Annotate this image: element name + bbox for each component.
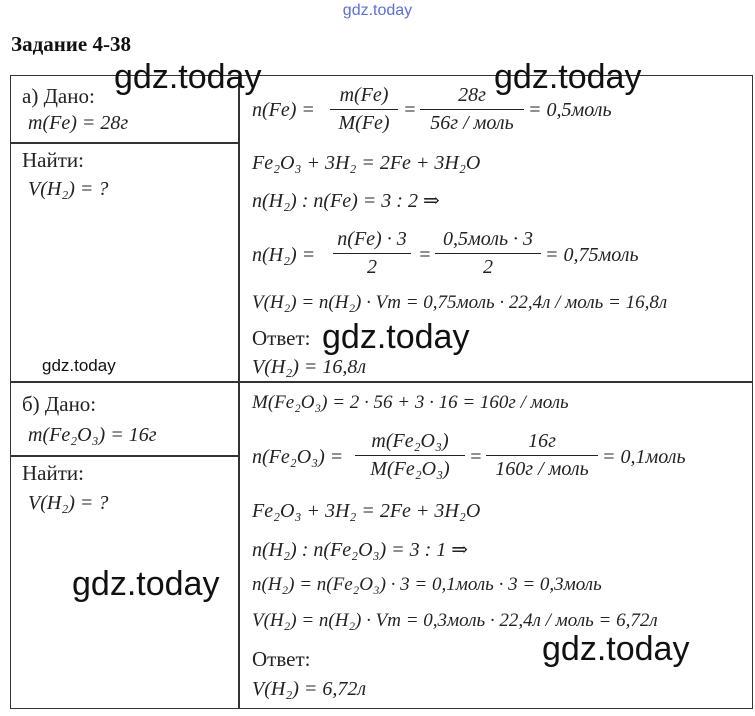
sol-a-ratio: n(H₂) : n(Fe) = 3 : 2 ⇒: [252, 190, 440, 212]
sol-b-line2-result: = 0,1моль: [602, 446, 686, 468]
given-find-divider-a: [11, 142, 238, 144]
find-value-a: V(H₂) = ?: [28, 178, 109, 200]
fraction-bar: [355, 455, 465, 456]
find-value-b: V(H₂) = ?: [28, 492, 109, 514]
denominator: 56г / моль: [430, 112, 514, 135]
answer-label-b: Ответ:: [252, 647, 311, 671]
watermark: gdz.today: [494, 58, 642, 96]
watermark: gdz.today: [42, 356, 116, 375]
sol-b-moles: n(H₂) = n(Fe₂O₃) · 3 = 0,1моль · 3 = 0,3моль: [252, 574, 602, 595]
numerator: m(Fe₂O₃): [371, 430, 449, 452]
sol-b-fraction-1: [355, 430, 465, 481]
answer-value-a: V(H₂) = 16,8л: [252, 356, 367, 378]
find-label-b: Найти:: [22, 461, 84, 485]
sol-a-line4-result: = 0,75моль: [545, 244, 639, 266]
sol-b-volume: V(H₂) = n(H₂) · Vm = 0,3моль · 22,4л / моль = 6,72л: [252, 610, 658, 631]
fraction-bar: [486, 455, 598, 456]
watermark: gdz.today: [542, 630, 690, 668]
sol-a-volume: V(H₂) = n(H₂) · Vm = 0,75моль · 22,4л / моль = 16,8л: [252, 292, 668, 313]
answer-label-a: Ответ:: [252, 326, 311, 350]
given-label-b: б) Дано:: [22, 392, 97, 416]
numerator: n(Fe) · 3: [337, 228, 407, 250]
sol-b-ratio: n(H₂) : n(Fe₂O₃) = 3 : 1 ⇒: [252, 539, 469, 561]
numerator: 28г: [458, 84, 486, 106]
fraction-bar: [435, 253, 541, 254]
denominator: 160г / моль: [495, 458, 589, 481]
part-divider: [11, 381, 752, 383]
numerator: 16г: [528, 430, 556, 452]
denominator: M(Fe₂O₃): [370, 458, 450, 481]
given-find-divider-b: [11, 455, 238, 457]
given-label-a: а) Дано:: [22, 84, 95, 108]
fraction-bar: [330, 109, 398, 110]
watermark: gdz.today: [114, 58, 262, 96]
sol-a-line4-lhs: n(H₂) =: [252, 244, 316, 266]
denominator: M(Fe): [338, 112, 390, 135]
equals-sign: =: [418, 244, 432, 266]
equals-sign: =: [469, 446, 483, 468]
sol-a-fraction-1: [330, 84, 398, 135]
sol-a-fraction-3: [333, 228, 411, 279]
sol-a-line1-lhs: n(Fe) =: [252, 99, 315, 121]
task-title: Задание 4-38: [11, 32, 131, 56]
find-label-a: Найти:: [22, 148, 84, 172]
sol-a-fraction-4: [435, 228, 541, 279]
column-divider: [238, 76, 240, 708]
denominator: 2: [367, 256, 377, 279]
fraction-bar: [420, 109, 524, 110]
sol-a-line1-result: = 0,5моль: [528, 99, 612, 121]
fraction-bar: [333, 253, 411, 254]
equals-sign: =: [403, 99, 417, 121]
site-header[interactable]: gdz.today: [342, 2, 413, 19]
watermark: gdz.today: [322, 318, 470, 356]
sol-a-reaction: Fe₂O₃ + 3H₂ = 2Fe + 3H₂O: [252, 152, 481, 174]
numerator: m(Fe): [339, 84, 389, 106]
answer-value-b: V(H₂) = 6,72л: [252, 678, 367, 700]
given-value-b: m(Fe₂O₃) = 16г: [28, 424, 157, 446]
sol-b-molar-mass: M(Fe₂O₃) = 2 · 56 + 3 · 16 = 160г / моль: [252, 392, 569, 413]
given-value-a: m(Fe) = 28г: [28, 112, 129, 134]
watermark: gdz.today: [72, 565, 220, 603]
denominator: 2: [483, 256, 493, 279]
sol-b-reaction: Fe₂O₃ + 3H₂ = 2Fe + 3H₂O: [252, 500, 481, 522]
sol-b-line2-lhs: n(Fe₂O₃) =: [252, 446, 344, 468]
numerator: 0,5моль · 3: [442, 228, 534, 250]
sol-b-fraction-2: [486, 430, 598, 481]
